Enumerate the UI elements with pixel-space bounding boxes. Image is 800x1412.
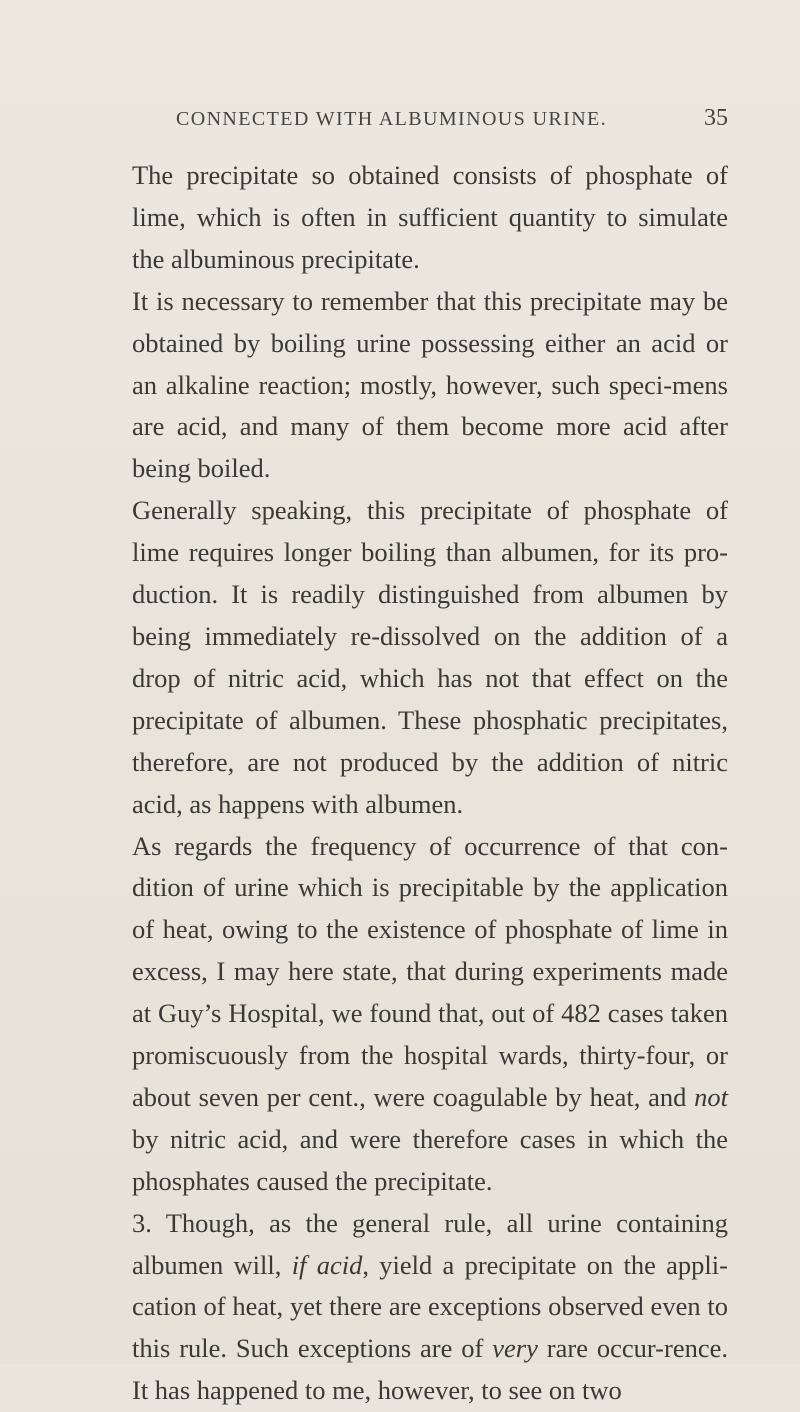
- page-number: 35: [704, 105, 728, 131]
- page-header: [0, 105, 800, 138]
- paragraph-5: [99, 1203, 728, 1412]
- paragraph-5-text-c: rare occur-rence. It has happened to me, however, to see on two: [132, 1333, 728, 1406]
- paragraph-5-text-a: 3. Though, as the general rule, all urine containing albumen will,: [132, 1207, 728, 1280]
- paragraph-4-text-b: by nitric acid, and were therefore cases in which the phosphates caused the precipitate.: [132, 1123, 728, 1196]
- body-text: [99, 155, 728, 1412]
- running-head: CONNECTED WITH ALBUMINOUS URINE.: [176, 108, 608, 130]
- paragraph-4-text-a: As regards the frequency of occurrence of that con-dition of urine which is precipitable by the application of heat, owing to the existence of phosphate of lime in excess, I may here state, that during experiments made at Guy’s Hospital, we found that, out of 482 cases taken promiscuously from the hospital wards, thirty-four, or about seven per cent., were coagulable by heat, and: [132, 830, 728, 1112]
- paragraph-1: The precipitate so obtained consists of phosphate of lime, which is often in sufficient quantity to simulate the albuminous precipitate.: [132, 160, 728, 274]
- paragraph-2: It is necessary to remember that this precipitate may be obtained by boiling urine possessing either an acid or an alkaline reaction; mostly, however, such speci-mens are acid, and many of them become more acid after being boiled.: [132, 285, 728, 484]
- paragraph-4: [99, 826, 728, 1203]
- paragraph-4-emphasis: not: [694, 1081, 728, 1112]
- paragraph-5-text-b: , yield a precipitate on the appli-cation of heat, yet there are exceptions observed even to this rule. Such exceptions are of: [132, 1249, 728, 1364]
- paragraph-3: Generally speaking, this precipitate of phosphate of lime requires longer boiling than albumen, for its pro-duction. It is readily distinguished from albumen by being immediately re-dissolved on the addition of a drop of nitric acid, which has not that effect on the precipitate of albumen. These phosphatic precipitates, therefore, are not produced by the addition of nitric acid, as happens with albumen.: [132, 495, 728, 819]
- paragraph-5-emphasis-1: if acid: [291, 1249, 363, 1280]
- paragraph-5-emphasis-2: very: [492, 1333, 538, 1364]
